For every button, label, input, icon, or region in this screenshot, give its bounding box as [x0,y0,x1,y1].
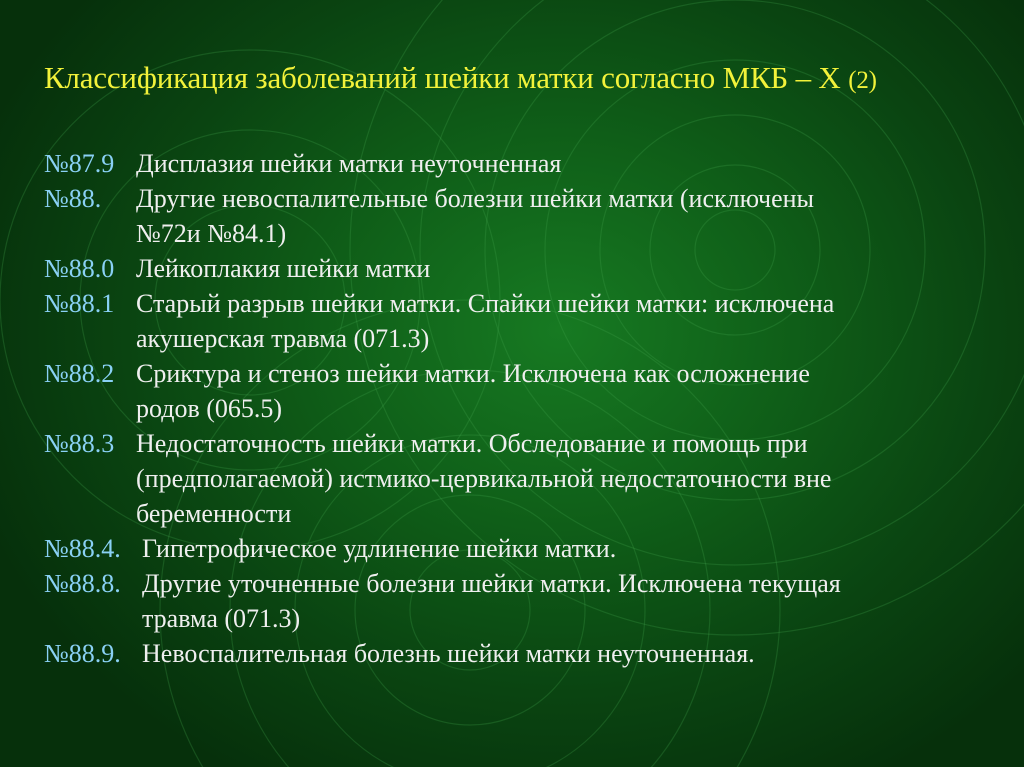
item-line: Лейкоплакия шейки матки [136,254,431,283]
item-line: Невоспалительная болезнь шейки матки неуточненная. [142,639,755,668]
list-item-88-8 [44,566,1004,636]
item-line: Дисплазия шейки матки неуточненная [136,149,562,178]
list-item-88-9 [44,636,1004,671]
item-line: родов (065.5) [136,394,283,423]
item-line: (предполагаемой) истмико-цервикальной недостаточности вне [136,464,832,493]
list-item-88-3 [44,426,1004,531]
item-line: акушерская травма (071.3) [136,324,430,353]
list-item-88 [44,181,1004,251]
title-paren: (2) [848,67,877,94]
item-code: №88.2 [44,359,115,388]
title-main: Классификация заболеваний шейки матки согласно МКБ – Х [44,60,841,95]
item-code: №88. [44,184,102,213]
item-line: Сриктура и стеноз шейки матки. Исключена как осложнение [136,359,810,388]
item-line: травма (071.3) [142,604,301,633]
list-item-88-0 [44,251,1004,286]
item-line: Недостаточность шейки матки. Обследование и помощь при [136,429,808,458]
classification-list [44,146,1004,671]
item-line: №72и №84.1) [136,219,287,248]
list-item-88-2 [44,356,1004,426]
item-code: №88.4. [44,534,121,563]
item-line: Другие невоспалительные болезни шейки матки (исключены [136,184,815,213]
item-code: №88.1 [44,289,115,318]
item-line: беременности [136,499,292,528]
list-item-87-9 [44,146,1004,181]
slide-title [44,60,877,96]
item-code: №88.3 [44,429,115,458]
list-item-88-1 [44,286,1004,356]
item-line: Гипетрофическое удлинение шейки матки. [142,534,617,563]
item-code: №88.8. [44,569,121,598]
item-code: №87.9 [44,149,115,178]
item-code: №88.0 [44,254,115,283]
list-item-88-4 [44,531,1004,566]
item-code: №88.9. [44,639,121,668]
item-line: Другие уточненные болезни шейки матки. Исключена текущая [142,569,841,598]
item-line: Старый разрыв шейки матки. Спайки шейки матки: исключена [136,289,835,318]
